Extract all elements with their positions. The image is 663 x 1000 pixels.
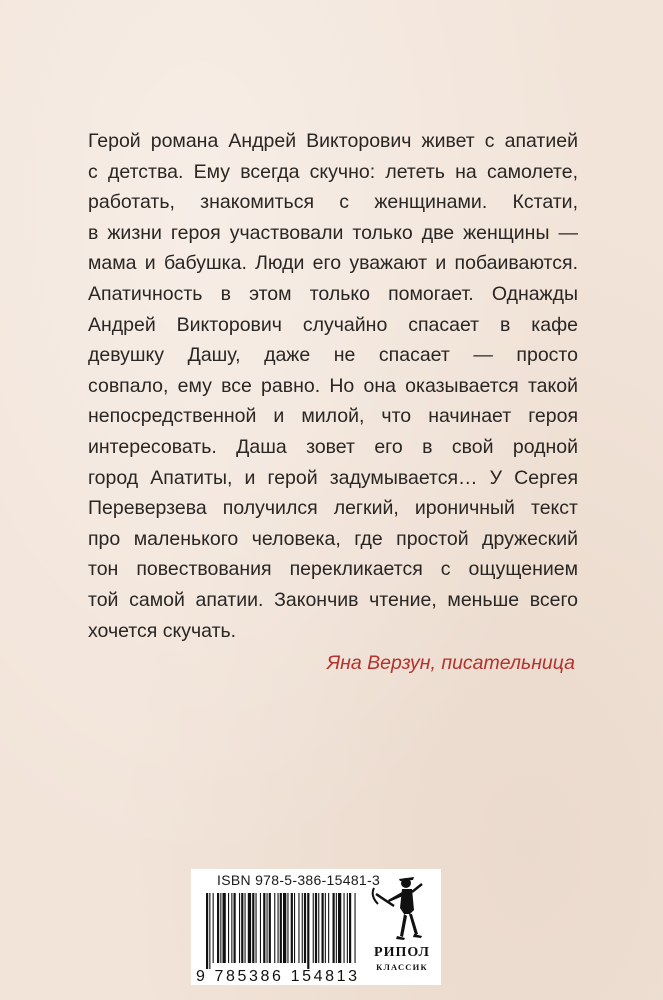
review-attribution: Яна Верзун, писательница (326, 652, 575, 674)
blurb-line: интересовать. Даша зовет его в свой родной (88, 435, 578, 458)
publisher-subtitle: КЛАССИК (376, 962, 428, 972)
barcode-digits: 9 785386 154813 (196, 968, 360, 985)
blurb-line: город Апатиты, и герой задумывается… У Сергея (88, 466, 578, 489)
blurb-line: непосредственной и милой, что начинает героя (88, 405, 578, 428)
blurb-line: мама и бабушка. Люди его уважают и побаиваются. (88, 252, 578, 275)
blurb-line: работать, знакомиться с женщинами. Кстати, (88, 191, 578, 214)
blurb-line: тон повествования перекликается с ощущением (88, 558, 578, 581)
blurb-line: Апатичность в этом только помогает. Однажды (88, 282, 578, 305)
blurb-line: про маленького человека, где простой дружеский (88, 527, 578, 550)
blurb-line: хочется скучать. (88, 619, 237, 642)
blurb-line: Андрей Викторович случайно спасает в кафе (88, 313, 578, 336)
blurb-line: девушку Дашу, даже не спасает — просто (88, 344, 578, 367)
blurb-line: в жизни героя участвовали только две женщины — (88, 221, 578, 244)
blurb-line: совпало, ему все равно. Но она оказывается такой (88, 374, 578, 397)
publisher-name: РИПОЛ (374, 945, 430, 960)
isbn-label: ISBN 978-5-386-15481-3 (217, 872, 381, 888)
blurb-line: той самой апатии. Закончив чтение, меньше всего (88, 588, 578, 611)
blurb-line: Герой романа Андрей Викторович живет с апатией (88, 130, 578, 152)
blurb-text (88, 126, 578, 646)
blurb-line: Переверзева получился легкий, ироничный текст (88, 497, 578, 520)
blurb-line: с детства. Ему всегда скучно: лететь на самолете, (88, 160, 578, 183)
